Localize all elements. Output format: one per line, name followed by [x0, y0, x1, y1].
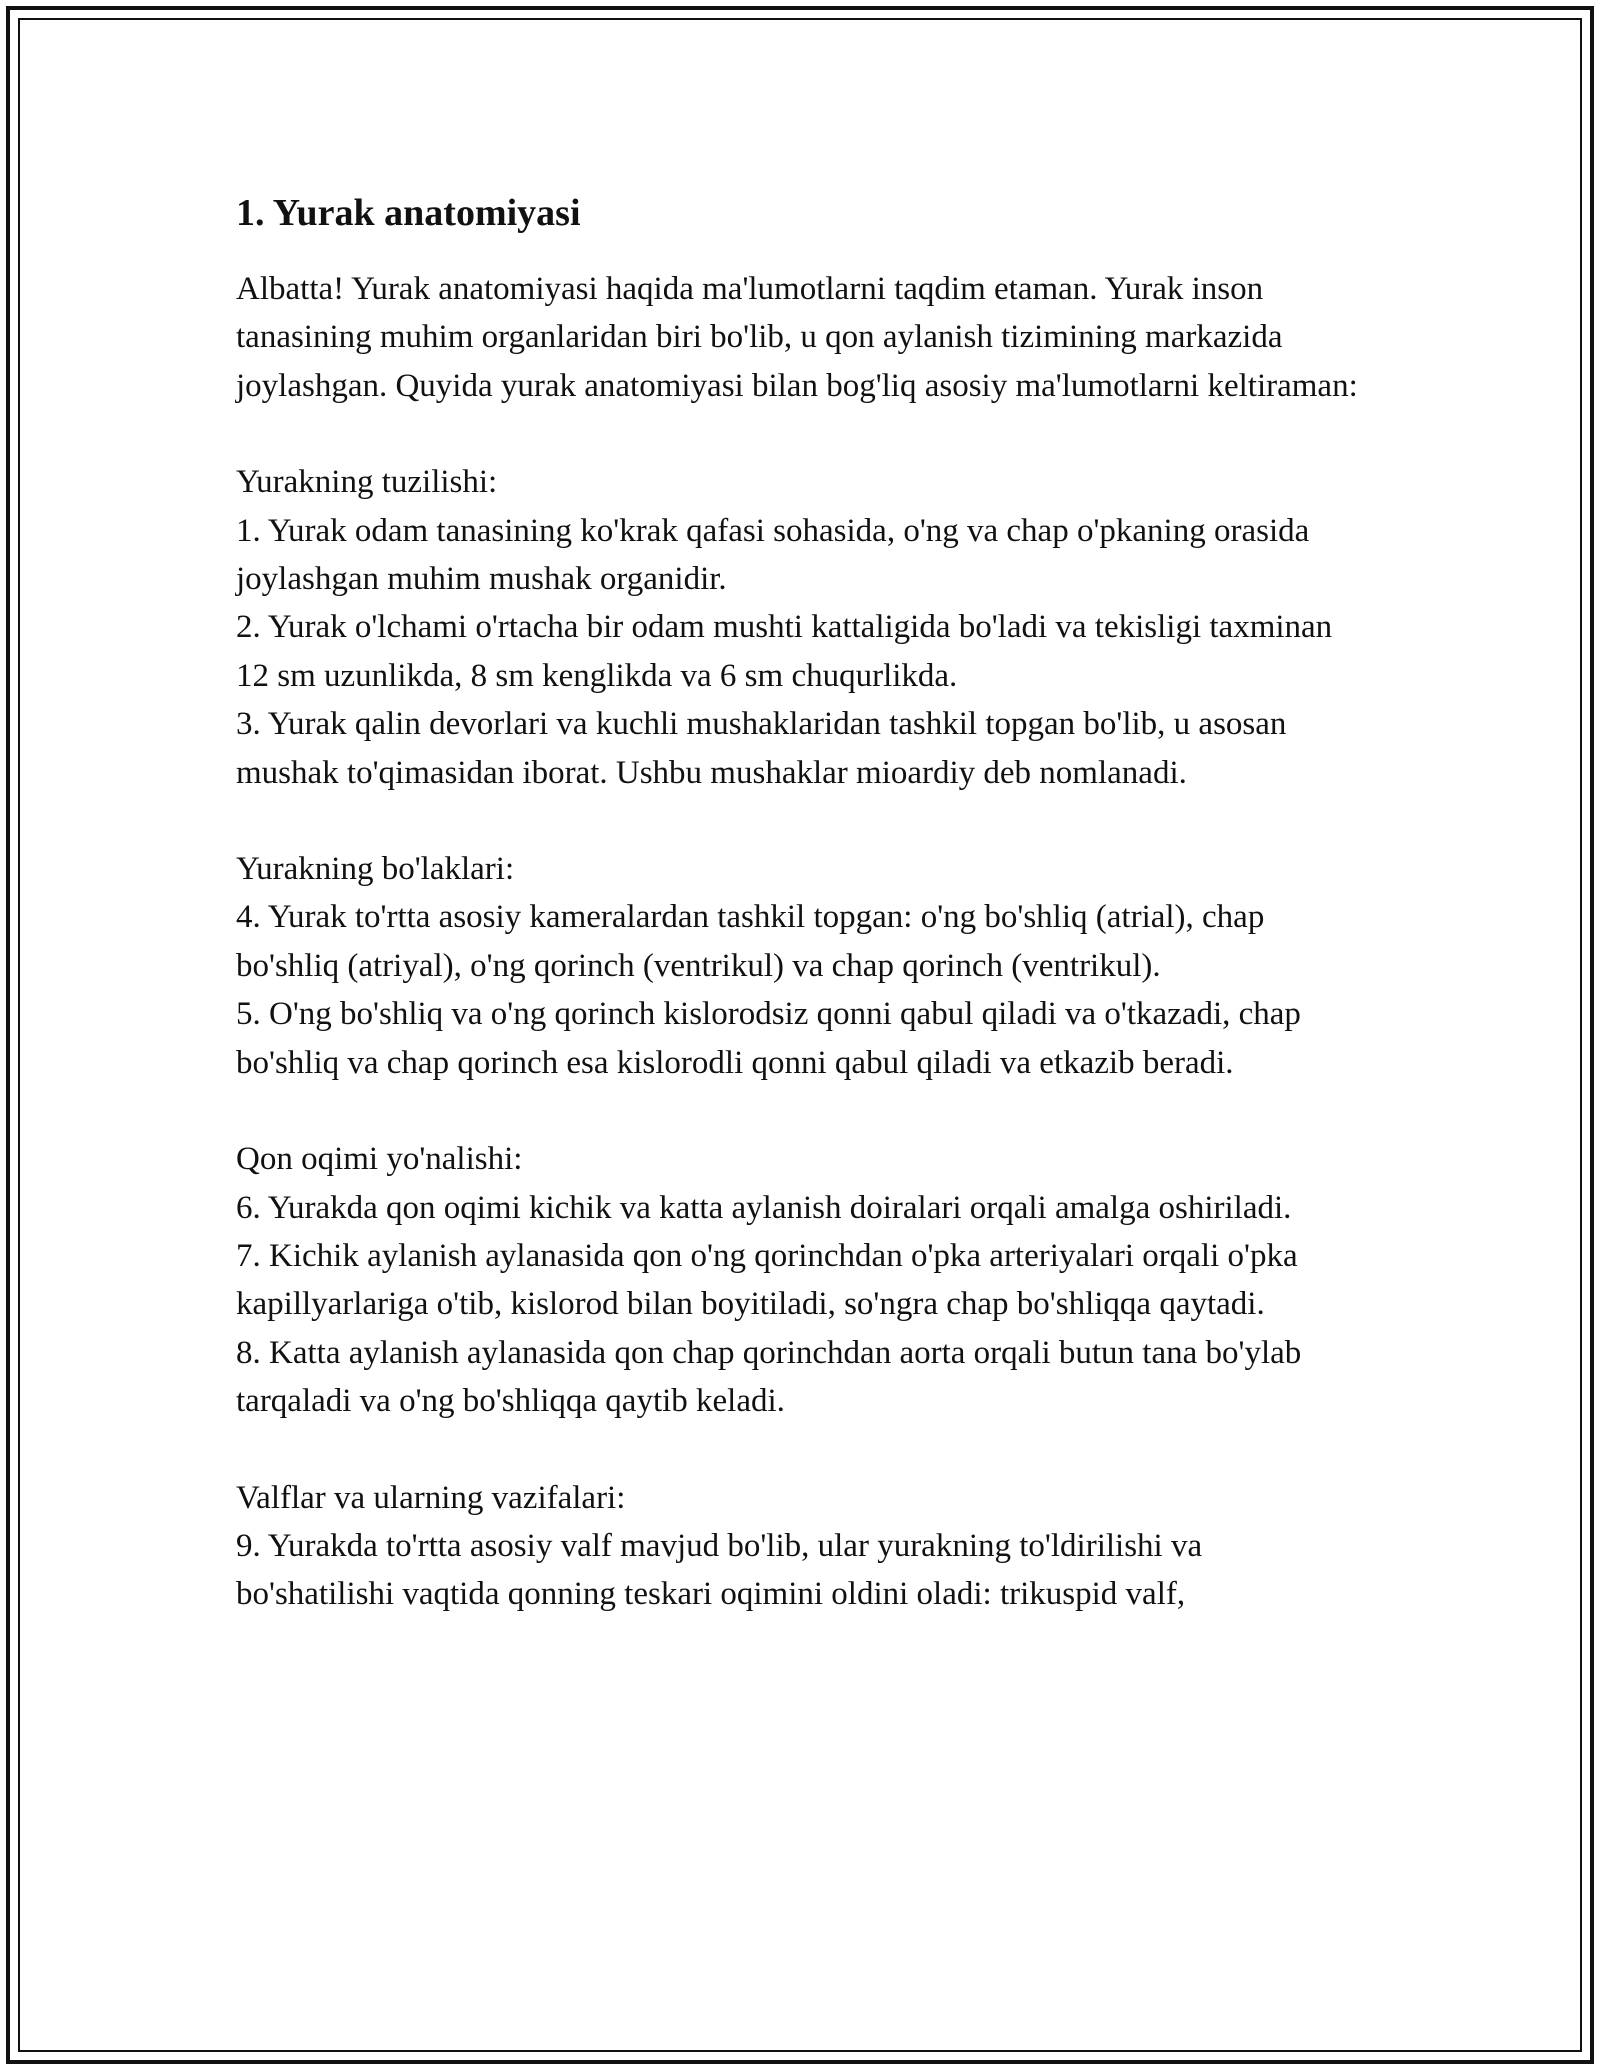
section-heading: Qon oqimi yo'nalishi:	[236, 1141, 523, 1178]
section-heading: Yurakning tuzilishi:	[236, 464, 498, 501]
list-item: 8. Katta aylanish aylanasida qon chap qorinchdan aorta orqali butun tana bo'ylab tarqaladi va o'ng bo'shliqqa qaytib keladi.	[236, 1334, 1302, 1420]
list-item: 4. Yurak to'rtta asosiy kameralardan tashkil topgan: o'ng bo'shliq (atrial), chap bo'shliq (atriyal), o'ng qorinch (ventrikul) va chap qorinch (ventrikul).	[236, 899, 1265, 984]
list-item: 6. Yurakda qon oqimi kichik va katta aylanish doiralari orqali amalga oshiriladi.	[236, 1189, 1292, 1226]
section-structure	[236, 458, 1366, 797]
document-title: 1. Yurak anatomiyasi	[236, 192, 581, 234]
intro-paragraph: Albatta! Yurak anatomiyasi haqida ma'lumotlarni taqdim etaman. Yurak inson tanasining muhim organlaridan biri bo'lib, u qon aylanish tizimining markazida joylashgan. Quyida yurak anatomiyasi bilan bog'liq asosiy ma'lumotlarni keltiraman:	[236, 271, 1358, 404]
list-item: 1. Yurak odam tanasining ko'krak qafasi sohasida, o'ng va chap o'pkaning orasida joylashgan muhim mushak organidir.	[236, 512, 1310, 598]
section-valves	[236, 1474, 1366, 1619]
list-item: 5. O'ng bo'shliq va o'ng qorinch kislorodsiz qonni qabul qiladi va o'tkazadi, chap bo'shliq va chap qorinch esa kislorodli qonni qabul qiladi va etkazib beradi.	[236, 996, 1301, 1081]
list-item: 7. Kichik aylanish aylanasida qon o'ng qorinchdan o'pka arteriyalari orqali o'pka kapillyarlariga o'tib, kislorod bilan boyitiladi, so'ngra chap bo'shliqqa qaytadi.	[236, 1237, 1298, 1323]
section-heading: Valflar va ularning vazifalari:	[236, 1479, 626, 1516]
list-item: 2. Yurak o'lchami o'rtacha bir odam mushti kattaligida bo'ladi va tekisligi taxminan 12 sm uzunlikda, 8 sm kenglikda va 6 sm chuqurlikda.	[236, 609, 1333, 694]
section-chambers	[236, 845, 1366, 1087]
document-body	[236, 185, 1366, 1667]
list-item: 9. Yurakda to'rtta asosiy valf mavjud bo'lib, ular yurakning to'ldirilishi va bo'shatilishi vaqtida qonning teskari oqimini oldini oladi: trikuspid valf,	[236, 1527, 1203, 1613]
list-item: 3. Yurak qalin devorlari va kuchli mushaklaridan tashkil topgan bo'lib, u asosan mushak to'qimasidan iborat. Ushbu mushaklar mioardiy deb nomlanadi.	[236, 706, 1287, 791]
section-blood-flow	[236, 1135, 1366, 1425]
section-heading: Yurakning bo'laklari:	[236, 851, 515, 888]
